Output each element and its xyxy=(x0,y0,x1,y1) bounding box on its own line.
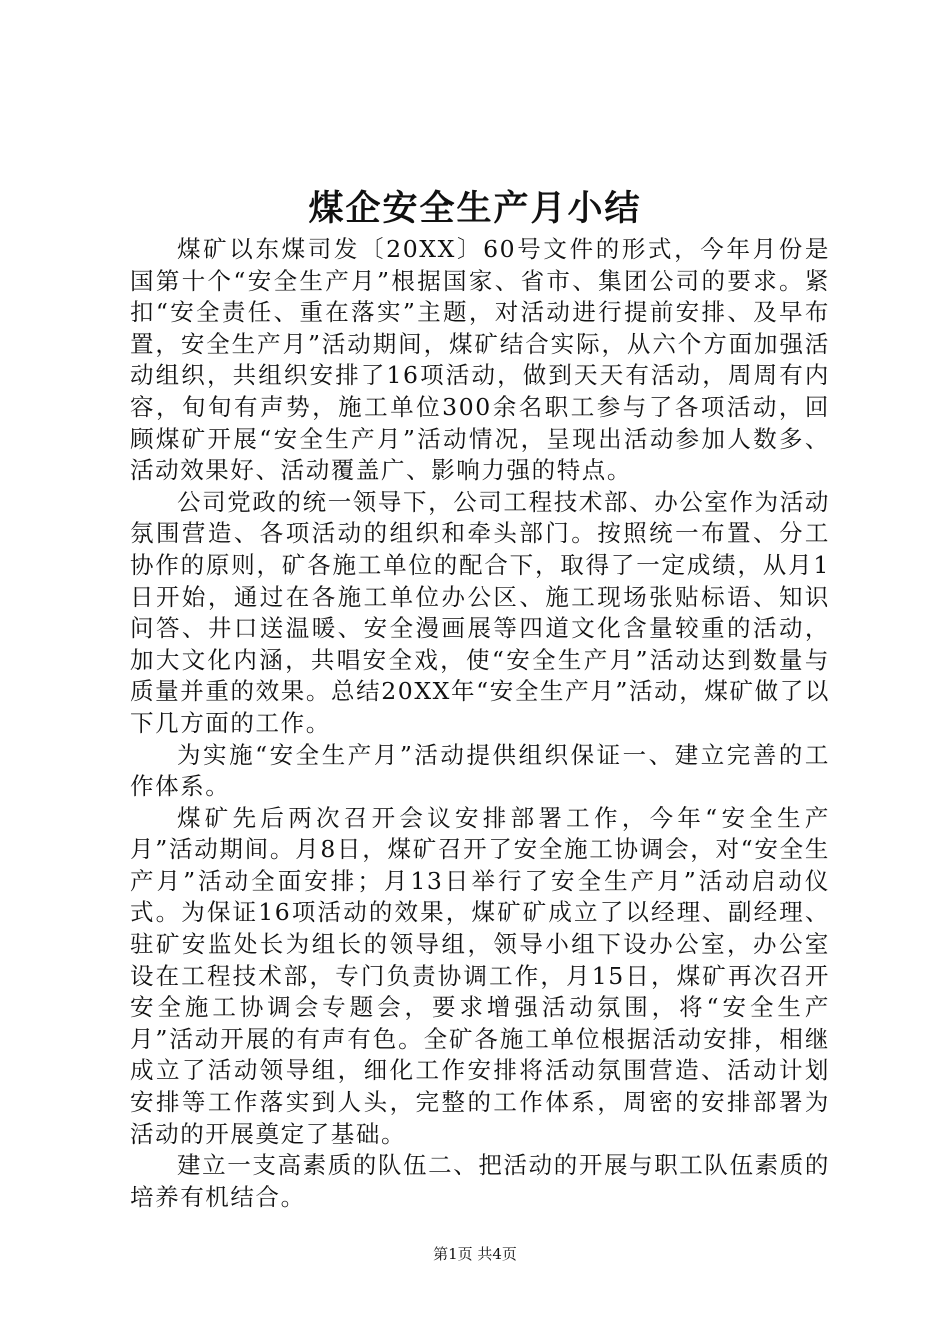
document-body xyxy=(130,234,830,1213)
page-footer: 第1页 共4页 xyxy=(433,1245,517,1263)
paragraph-4: 煤矿先后两次召开会议安排部署工作，今年“安全生产月”活动期间。月8日，煤矿召开了安全施工协调会，对“安全生产月”活动全面安排；月13日举行了安全生产月”活动启动仪式。为保证16项活动的效果，煤矿矿成立了以经理、副经理、驻矿安监处长为组长的领导组，领导小组下设办公室，办公室设在工程技术部，专门负责协调工作，月15日，煤矿再次召开安全施工协调会专题会，要求增强活动氛围，将“安全生产月”活动开展的有声有色。全矿各施工单位根据活动安排，相继成立了活动领导组，细化工作安排将活动氛围营造、活动计划安排等工作落实到人头，完整的工作体系，周密的安排部署为活动的开展奠定了基础。 xyxy=(130,803,830,1148)
paragraph-1: 煤矿以东煤司发〔20XX〕60号文件的形式，今年月份是国第十个“安全生产月”根据国家、省市、集团公司的要求。紧扣“安全责任、重在落实”主题，对活动进行提前安排、及早布置，安全生产月”活动期间，煤矿结合实际，从六个方面加强活动组织，共组织安排了16项活动，做到天天有活动，周周有内容，旬旬有声势，施工单位300余名职工参与了各项活动，回顾煤矿开展“安全生产月”活动情况，呈现出活动参加人数多、活动效果好、活动覆盖广、影响力强的特点。 xyxy=(130,235,830,485)
paragraph-2: 公司党政的统一领导下，公司工程技术部、办公室作为活动氛围营造、各项活动的组织和牵头部门。按照统一布置、分工协作的原则，矿各施工单位的配合下，取得了一定成绩，从月1日开始，通过在各施工单位办公区、施工现场张贴标语、知识问答、井口送温暖、安全漫画展等四道文化含量较重的活动，加大文化内涵，共唱安全戏，使“安全生产月”活动达到数量与质量并重的效果。总结20XX年“安全生产月”活动，煤矿做了以下几方面的工作。 xyxy=(130,487,830,737)
paragraph-5: 建立一支高素质的队伍二、把活动的开展与职工队伍素质的培养有机结合。 xyxy=(130,1151,830,1211)
paragraph-3: 为实施“安全生产月”活动提供组织保证一、建立完善的工作体系。 xyxy=(130,740,830,801)
document-title: 煤企安全生产月小结 xyxy=(308,188,642,229)
